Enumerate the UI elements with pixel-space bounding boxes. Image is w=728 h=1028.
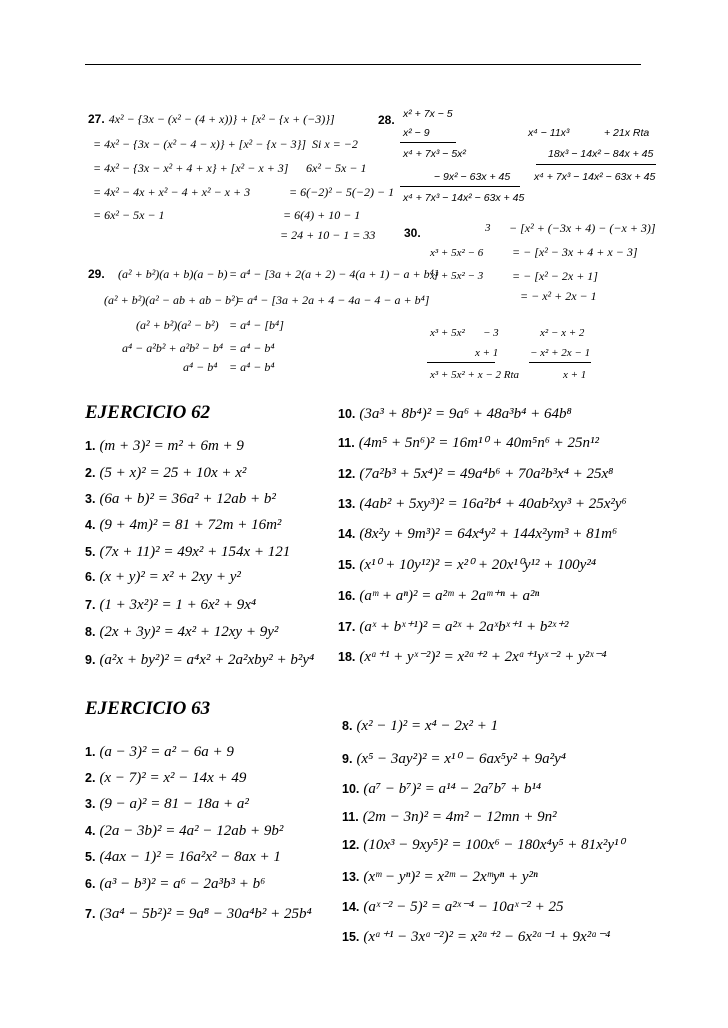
p27-line-1: 27. 4x² − {3x − (x² − (4 + x))} + [x² − {x + (−3)}] bbox=[88, 112, 335, 126]
exercise-63-title: EJERCICIO 63 bbox=[85, 698, 211, 719]
p30-total: x³ + 5x² + x − 2 Rta bbox=[430, 369, 520, 381]
p29-number: 29. bbox=[88, 267, 105, 281]
p30-term: 3 bbox=[485, 222, 491, 234]
p29-line-5-right: = a⁴ − b⁴ bbox=[229, 360, 275, 374]
p28-row-2: 18x³ − 14x² − 84x + 45 bbox=[548, 148, 654, 160]
p30-divider-1 bbox=[427, 362, 495, 363]
p28-quotient: x⁴ − 11x³ bbox=[528, 127, 570, 139]
list-item: 11. (2m − 3n)² = 4m² − 12mn + 9n² bbox=[342, 809, 557, 825]
p30-sum-6: − x² + 2x − 1 bbox=[530, 347, 591, 359]
p28-divider-2 bbox=[536, 164, 656, 165]
p29-line-4-left: a⁴ − a²b² + a²b² − b⁴ bbox=[122, 341, 224, 355]
list-item: 3. (9 − a)² = 81 − 18a + a² bbox=[85, 796, 249, 812]
p27-line-3: = 4x² − {3x − x² + 4 + x} + [x² − x + 3] bbox=[93, 161, 289, 175]
p28-divider-3 bbox=[400, 186, 520, 187]
p29-line-2-left: (a² + b²)(a² − ab + ab − b²) bbox=[104, 293, 239, 307]
p30-sum-5: x + 1 bbox=[475, 347, 499, 359]
p29-line-5-left: a⁴ − b⁴ bbox=[183, 360, 218, 374]
p28-row-3: − 9x² − 63x + 45 bbox=[434, 171, 511, 183]
p27-line-2: = 4x² − {3x − (x² − 4 − x)} + [x² − {x − 3}] bbox=[93, 137, 307, 151]
list-item: 12. (7a²b³ + 5x⁴)² = 49a⁴b⁶ + 70a²b³x⁴ + 25x⁸ bbox=[338, 466, 614, 482]
p27-line-5: = 6x² − 5x − 1 bbox=[93, 208, 165, 222]
p29-line-2-right: = a⁴ − [3a + 2a + 4 − 4a − 4 − a + b⁴] bbox=[236, 293, 430, 307]
p28-quotient-rest: + 21x Rta bbox=[604, 127, 650, 139]
p30-number: 30. bbox=[404, 226, 421, 240]
p28-divisor: x² − 9 bbox=[403, 127, 430, 139]
list-item: 10. (3a³ + 8b⁴)² = 9a⁶ + 48a³b⁴ + 64b⁸ bbox=[338, 406, 572, 422]
top-rule bbox=[85, 64, 641, 65]
p30-sum-3-const: − 3 bbox=[483, 327, 499, 339]
list-item: 15. (x¹⁰ + 10y¹²)² = x²⁰ + 20x¹⁰y¹² + 100y²⁴ bbox=[338, 557, 597, 573]
p28-dividend: x² + 7x − 5 bbox=[403, 108, 453, 120]
list-item: 13. (xᵐ − yⁿ)² = x²ᵐ − 2xᵐyⁿ + y²ⁿ bbox=[342, 869, 538, 885]
list-item: 11. (4m⁵ + 5n⁶)² = 16m¹⁰ + 40m⁵n⁶ + 25n¹² bbox=[338, 435, 600, 451]
exercise-62-title: EJERCICIO 62 bbox=[85, 402, 211, 423]
p27-condition: Si x = −2 bbox=[312, 137, 358, 151]
p30-line-4: = − x² + 2x − 1 bbox=[520, 289, 597, 303]
list-item: 5. (7x + 11)² = 49x² + 154x + 121 bbox=[85, 544, 291, 560]
list-item: 10. (a⁷ − b⁷)² = a¹⁴ − 2a⁷b⁷ + b¹⁴ bbox=[342, 781, 542, 797]
list-item: 2. (5 + x)² = 25 + 10x + x² bbox=[85, 465, 247, 481]
p30-line-2: = − [x² − 3x + 4 + x − 3] bbox=[512, 245, 638, 259]
list-item: 9. (a²x + by²)² = a⁴x² + 2a²xby² + b²y⁴ bbox=[85, 652, 315, 668]
list-item: 2. (x − 7)² = x² − 14x + 49 bbox=[85, 770, 247, 786]
list-item: 4. (9 + 4m)² = 81 + 72m + 16m² bbox=[85, 517, 282, 533]
list-item: 16. (aᵐ + aⁿ)² = a²ᵐ + 2aᵐ⁺ⁿ + a²ⁿ bbox=[338, 588, 540, 604]
list-item: 9. (x⁵ − 3ay²)² = x¹⁰ − 6ax⁵y² + 9a²y⁴ bbox=[342, 751, 567, 767]
p27-expression: 6x² − 5x − 1 bbox=[306, 161, 367, 175]
p27-result: = 24 + 10 − 1 = 33 bbox=[280, 228, 376, 242]
list-item: 3. (6a + b)² = 36a² + 12ab + b² bbox=[85, 491, 276, 507]
p27-number: 27. bbox=[88, 112, 105, 126]
p30-total-2: x + 1 bbox=[563, 369, 587, 381]
list-item: 1. (a − 3)² = a² − 6a + 9 bbox=[85, 744, 234, 760]
list-item: 14. (8x²y + 9m³)² = 64x⁴y² + 144x²ym³ + 81m⁶ bbox=[338, 526, 618, 542]
list-item: 7. (3a⁴ − 5b²)² = 9a⁸ − 30a⁴b² + 25b⁴ bbox=[85, 906, 312, 922]
p29-line-3-left: (a² + b²)(a² − b²) bbox=[136, 318, 219, 332]
list-item: 4. (2a − 3b)² = 4a² − 12ab + 9b² bbox=[85, 823, 284, 839]
list-item: 7. (1 + 3x²)² = 1 + 6x² + 9x⁴ bbox=[85, 597, 257, 613]
p30-line-3: = − [x² − 2x + 1] bbox=[512, 269, 598, 283]
list-item: 12. (10x³ − 9xy⁵)² = 100x⁶ − 180x⁴y⁵ + 81x²y¹⁰ bbox=[342, 837, 625, 853]
p28-row-5: x⁴ + 7x³ − 14x² − 63x + 45 bbox=[403, 192, 525, 204]
p30-sum-1: x³ + 5x² − 6 bbox=[430, 247, 484, 259]
p30-sum-4: x² − x + 2 bbox=[540, 327, 585, 339]
list-item: 6. (a³ − b³)² = a⁶ − 2a³b³ + b⁶ bbox=[85, 876, 266, 892]
p30-sum-3: x³ + 5x² bbox=[430, 327, 465, 339]
p29-line-3-right: = a⁴ − [b⁴] bbox=[229, 318, 284, 332]
list-item: 8. (2x + 3y)² = 4x² + 12xy + 9y² bbox=[85, 624, 279, 640]
p30-line-1: − [x² + (−3x + 4) − (−x + 3)] bbox=[509, 221, 656, 235]
list-item: 6. (x + y)² = x² + 2xy + y² bbox=[85, 569, 241, 585]
p28-row-1: x⁴ + 7x³ − 5x² bbox=[403, 148, 466, 160]
list-item: 15. (xᵃ⁺¹ − 3xᵃ⁻²)² = x²ᵃ⁺² − 6x²ᵃ⁻¹ + 9x²ᵃ⁻⁴ bbox=[342, 929, 611, 945]
list-item: 14. (aˣ⁻² − 5)² = a²ˣ⁻⁴ − 10aˣ⁻² + 25 bbox=[342, 899, 564, 915]
list-item: 8. (x² − 1)² = x⁴ − 2x² + 1 bbox=[342, 718, 499, 734]
list-item: 13. (4ab² + 5xy³)² = 16a²b⁴ + 40ab²xy³ + 25x²y⁶ bbox=[338, 496, 627, 512]
p27-evaluation: = 6(4) + 10 − 1 bbox=[283, 208, 361, 222]
p30-divider-2 bbox=[529, 362, 591, 363]
p29-line-1-right: = a⁴ − [3a + 2(a + 2) − 4(a + 1) − a + b⁴] bbox=[229, 267, 439, 281]
p28-divider-1 bbox=[400, 142, 456, 143]
p27-line-4: = 4x² − 4x + x² − 4 + x² − x + 3 bbox=[93, 185, 251, 199]
list-item: 17. (aˣ + bˣ⁺¹)² = a²ˣ + 2aˣbˣ⁺¹ + b²ˣ⁺² bbox=[338, 619, 569, 635]
list-item: 18. (xᵃ⁺¹ + yˣ⁻²)² = x²ᵃ⁺² + 2xᵃ⁺¹yˣ⁻² + y²ˣ⁻⁴ bbox=[338, 649, 607, 665]
p27-substitution: = 6(−2)² − 5(−2) − 1 bbox=[289, 185, 395, 199]
p28-number: 28. bbox=[378, 113, 395, 127]
list-item: 1. (m + 3)² = m² + 6m + 9 bbox=[85, 438, 244, 454]
p29-line-1-left: (a² + b²)(a + b)(a − b) bbox=[118, 267, 228, 281]
p30-sum-2: x³ + 5x² − 3 bbox=[430, 270, 484, 282]
p29-line-4-right: = a⁴ − b⁴ bbox=[229, 341, 275, 355]
p28-row-4: x⁴ + 7x³ − 14x² − 63x + 45 bbox=[534, 171, 656, 183]
list-item: 5. (4ax − 1)² = 16a²x² − 8ax + 1 bbox=[85, 849, 281, 865]
